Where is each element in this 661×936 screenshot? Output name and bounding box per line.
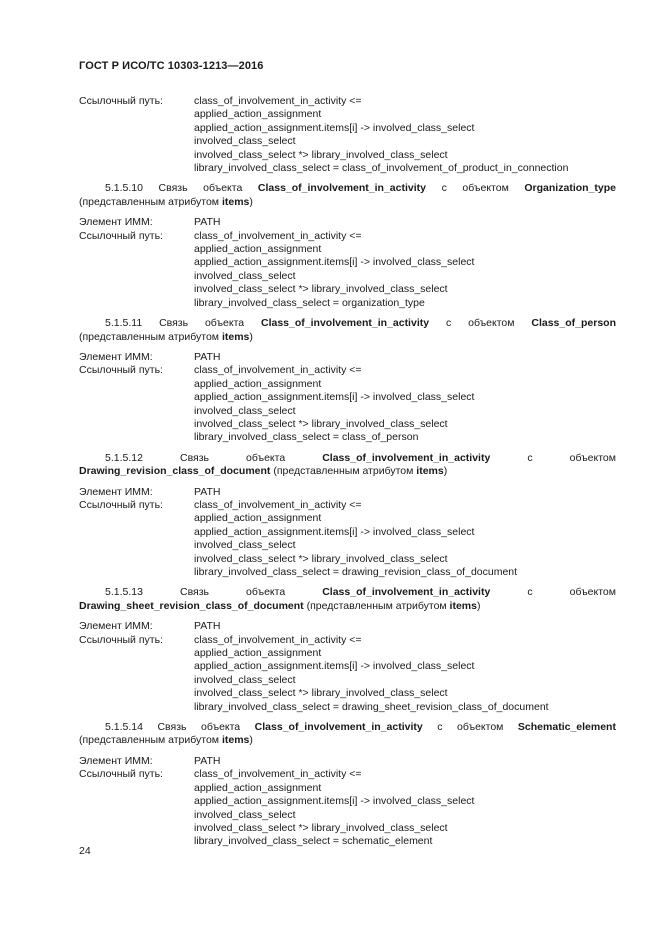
- reference-path-row: [79, 230, 616, 310]
- element-row: [79, 216, 616, 229]
- path-line: applied_action_assignment.items[i] -> involved_class_select: [194, 795, 475, 808]
- reference-path-lines: [194, 499, 616, 579]
- heading-close: ): [249, 330, 253, 343]
- section-heading: [79, 182, 616, 209]
- element-row: [79, 351, 616, 364]
- entity-name: Class_of_involvement_in_activity: [254, 721, 423, 734]
- heading-text-post: (представленным атрибутом: [273, 465, 414, 478]
- heading-text-pre: Связь объекта: [158, 182, 243, 195]
- element-value: PATH: [194, 350, 221, 363]
- path-line: class_of_involvement_in_activity <=: [194, 95, 362, 107]
- element-label: Элемент ИММ:: [79, 754, 153, 767]
- element-label: Элемент ИММ:: [79, 620, 153, 633]
- heading-close: ): [249, 734, 253, 747]
- section-number: 5.1.5.14: [105, 721, 143, 734]
- reference-path-label: Ссылочный путь:: [79, 498, 163, 511]
- attribute-name: items: [221, 734, 250, 747]
- reference-path-row: [79, 364, 616, 444]
- path-line: applied_action_assignment.items[i] -> involved_class_select: [194, 121, 475, 134]
- path-line: applied_action_assignment: [194, 108, 322, 121]
- section-heading: [79, 452, 616, 479]
- mapping-section: [79, 182, 616, 310]
- heading-text-mid: с объектом: [441, 182, 509, 195]
- heading-close: ): [443, 465, 448, 478]
- element-row: [79, 486, 616, 499]
- entity-name: Class_of_involvement_in_activity: [322, 451, 491, 464]
- section-number: 5.1.5.13: [105, 586, 143, 599]
- element-value: PATH: [194, 754, 221, 767]
- path-line: involved_class_select: [194, 808, 296, 821]
- section-number: 5.1.5.11: [105, 317, 143, 330]
- attribute-name: items: [449, 599, 477, 612]
- section-heading: [79, 721, 616, 748]
- mapping-section: [79, 317, 616, 445]
- entity-name: Class_of_involvement_in_activity: [322, 586, 491, 599]
- path-line: library_involved_class_select = schematic_element: [194, 835, 433, 848]
- reference-path-lines: [194, 230, 616, 310]
- element-value: PATH: [194, 620, 221, 633]
- heading-text-mid: с объектом: [527, 586, 616, 599]
- path-line: involved_class_select: [194, 404, 296, 417]
- path-line: involved_class_select: [194, 539, 296, 552]
- page-header: ГОСТ Р ИСО/ТС 10303-1213—2016: [79, 60, 264, 72]
- page-number: 24: [79, 845, 91, 857]
- heading-close: ): [249, 195, 253, 208]
- path-line: applied_action_assignment: [194, 512, 322, 525]
- heading-text-pre: Связь объекта: [179, 586, 286, 599]
- path-line: applied_action_assignment.items[i] -> involved_class_select: [194, 256, 475, 269]
- target-entity-name: Class_of_person: [531, 317, 616, 330]
- reference-path-row: [79, 499, 616, 579]
- section-heading: [79, 317, 616, 344]
- heading-text-mid: с объектом: [445, 317, 515, 330]
- path-line: applied_action_assignment.items[i] -> involved_class_select: [194, 525, 475, 538]
- reference-path-lines: [194, 95, 616, 175]
- path-line: involved_class_select *> library_involved_class_select: [194, 687, 448, 700]
- mapping-section: [79, 452, 616, 580]
- reference-path-label: Ссылочный путь:: [79, 633, 163, 646]
- reference-path-lines: [194, 768, 616, 848]
- target-entity-name: Drawing_revision_class_of_document: [79, 465, 271, 478]
- page-content: [79, 95, 616, 849]
- attribute-name: items: [221, 330, 250, 343]
- path-line: involved_class_select: [194, 673, 296, 686]
- element-label: Элемент ИММ:: [79, 350, 153, 363]
- sections-container: [79, 182, 616, 848]
- target-entity-name: Drawing_sheet_revision_class_of_document: [79, 599, 304, 612]
- path-line: involved_class_select *> library_involved_class_select: [194, 821, 448, 834]
- path-line: involved_class_select: [194, 135, 296, 148]
- path-line: library_involved_class_select = drawing_revision_class_of_document: [194, 566, 518, 578]
- path-line: applied_action_assignment: [194, 377, 322, 390]
- reference-path-label: Ссылочный путь:: [79, 95, 163, 107]
- heading-text-mid: с объектом: [527, 451, 616, 464]
- path-line: applied_action_assignment: [194, 647, 322, 660]
- path-line: class_of_involvement_in_activity <=: [194, 633, 362, 646]
- mapping-section: [79, 721, 616, 849]
- element-label: Элемент ИММ:: [79, 216, 153, 229]
- path-line: involved_class_select *> library_involved_class_select: [194, 283, 448, 296]
- heading-text-post: (представленным атрибутом: [79, 330, 220, 343]
- heading-text-pre: Связь объекта: [157, 721, 241, 734]
- path-line: library_involved_class_select = class_of_involvement_of_product_in_connection: [194, 162, 569, 175]
- reference-path-lines: [194, 634, 616, 714]
- reference-path-row: [79, 768, 616, 848]
- path-line: involved_class_select *> library_involved_class_select: [194, 552, 448, 565]
- path-line: class_of_involvement_in_activity <=: [194, 768, 362, 781]
- section-number: 5.1.5.12: [105, 451, 143, 464]
- intro-reference-path: [79, 95, 616, 175]
- path-line: class_of_involvement_in_activity <=: [194, 498, 362, 511]
- path-line: library_involved_class_select = class_of_person: [194, 431, 419, 444]
- path-line: involved_class_select: [194, 269, 296, 282]
- heading-text-pre: Связь объекта: [159, 317, 245, 330]
- heading-text-post: (представленным атрибутом: [79, 195, 220, 208]
- reference-path-label: Ссылочный путь:: [79, 768, 163, 781]
- target-entity-name: Schematic_element: [517, 721, 616, 734]
- mapping-section: [79, 586, 616, 714]
- reference-path-label: Ссылочный путь:: [79, 364, 163, 377]
- heading-text-post: (представленным атрибутом: [306, 599, 447, 612]
- reference-path-lines: [194, 364, 616, 444]
- path-line: class_of_involvement_in_activity <=: [194, 364, 362, 377]
- attribute-name: items: [416, 465, 444, 478]
- section-heading: [79, 586, 616, 613]
- entity-name: Class_of_involvement_in_activity: [257, 182, 426, 195]
- section-number: 5.1.5.10: [105, 182, 143, 195]
- reference-path-label: Ссылочный путь:: [79, 229, 163, 242]
- element-value: PATH: [194, 216, 221, 229]
- path-line: applied_action_assignment.items[i] -> involved_class_select: [194, 660, 475, 673]
- heading-text-post: (представленным атрибутом: [79, 734, 220, 747]
- entity-name: Class_of_involvement_in_activity: [261, 317, 430, 330]
- path-line: class_of_involvement_in_activity <=: [194, 229, 362, 242]
- attribute-name: items: [221, 195, 250, 208]
- reference-path-row: [79, 634, 616, 714]
- path-line: applied_action_assignment.items[i] -> involved_class_select: [194, 391, 475, 404]
- heading-text-mid: с объектом: [437, 721, 504, 734]
- element-row: [79, 620, 616, 633]
- element-value: PATH: [194, 485, 221, 498]
- path-line: applied_action_assignment: [194, 243, 322, 256]
- path-line: involved_class_select *> library_involved_class_select: [194, 148, 448, 161]
- path-line: involved_class_select *> library_involved_class_select: [194, 417, 448, 430]
- path-line: applied_action_assignment: [194, 781, 322, 794]
- path-line: library_involved_class_select = drawing_sheet_revision_class_of_document: [194, 700, 549, 713]
- element-row: [79, 755, 616, 768]
- heading-text-pre: Связь объекта: [179, 451, 286, 464]
- target-entity-name: Organization_type: [524, 182, 616, 195]
- path-line: library_involved_class_select = organization_type: [194, 296, 425, 309]
- element-label: Элемент ИММ:: [79, 485, 153, 498]
- heading-close: ): [476, 599, 481, 612]
